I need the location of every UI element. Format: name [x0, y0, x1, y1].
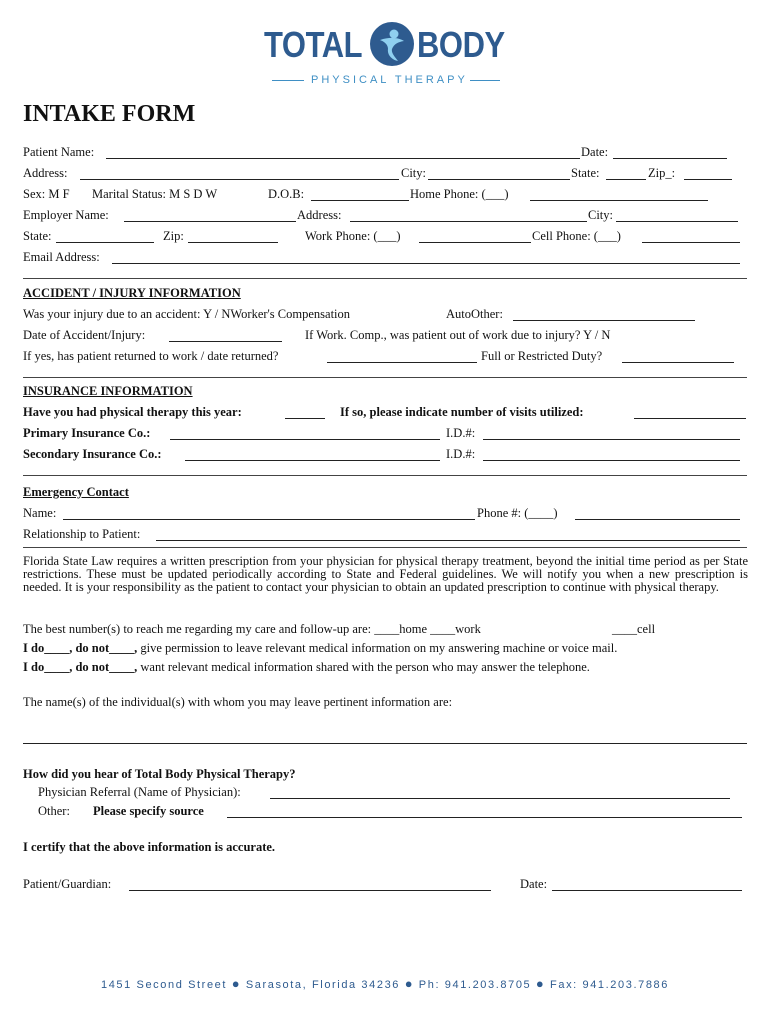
- employer-state-field[interactable]: [56, 242, 154, 243]
- referral-heading: How did you hear of Total Body Physical Therapy?: [23, 767, 296, 781]
- email-field[interactable]: [112, 263, 740, 264]
- secondary-id-field[interactable]: [483, 460, 740, 461]
- duty-field[interactable]: [622, 362, 734, 363]
- section-divider: [23, 278, 747, 279]
- cell-phone-field[interactable]: [642, 242, 740, 243]
- other-label: Other:: [38, 804, 70, 818]
- logo-word-total: TOTAL: [264, 24, 363, 65]
- section-divider: [23, 475, 747, 476]
- physician-referral-field[interactable]: [270, 798, 730, 799]
- returned-date-field[interactable]: [327, 362, 477, 363]
- logo-rule-left: [272, 80, 304, 81]
- footer-fax: Fax: 941.203.7886: [550, 979, 669, 991]
- employer-name-field[interactable]: [124, 221, 296, 222]
- primary-id-field[interactable]: [483, 439, 740, 440]
- zip-field[interactable]: [684, 179, 732, 180]
- zip-label: Zip_:: [648, 166, 676, 180]
- emergency-name-field[interactable]: [63, 519, 475, 520]
- visits-label: If so, please indicate number of visits utilized:: [340, 405, 584, 419]
- footer: [0, 976, 770, 991]
- prescription-notice: Florida State Law requires a written prescription from your physician for physical therapy treatment, beyond the initial time period as per State restrictions. These must be updated periodically according to State and Federal guidelines. We will notify you when a new prescription is needed. It is your responsibility as the patient to contact your physician to obtain an updated prescription to continue with physical therapy.: [23, 554, 748, 594]
- physician-referral-label: Physician Referral (Name of Physician):: [38, 785, 241, 799]
- guardian-label: Patient/Guardian:: [23, 877, 112, 891]
- employer-address-label: Address:: [297, 208, 342, 222]
- city-field[interactable]: [428, 179, 570, 180]
- pertinent-names-question: The name(s) of the individual(s) with whom you may leave pertinent information are:: [23, 695, 453, 709]
- section-divider: [23, 377, 747, 378]
- employer-city-field[interactable]: [616, 221, 738, 222]
- insurance-heading: INSURANCE INFORMATION: [23, 384, 193, 398]
- emergency-phone-label: Phone #: (____): [477, 506, 558, 520]
- employer-zip-label: Zip:: [163, 229, 184, 243]
- relationship-label: Relationship to Patient:: [23, 527, 141, 541]
- secondary-id-label: I.D.#:: [446, 447, 476, 461]
- emergency-name-label: Name:: [23, 506, 57, 520]
- other-source-field[interactable]: [227, 817, 742, 818]
- employer-state-label: State:: [23, 229, 52, 243]
- primary-id-label: I.D.#:: [446, 426, 476, 440]
- secondary-insurance-label: Secondary Insurance Co.:: [23, 447, 162, 461]
- signature-date-label: Date:: [520, 877, 548, 891]
- employer-name-label: Employer Name:: [23, 208, 109, 222]
- accident-question[interactable]: Was your injury due to an accident: Y / NWorker's Compensation: [23, 307, 351, 321]
- marital-status-label[interactable]: Marital Status: M S D W: [92, 187, 218, 201]
- employer-city-label: City:: [588, 208, 614, 222]
- pt-this-year-field[interactable]: [285, 418, 325, 419]
- certify-statement: I certify that the above information is accurate.: [23, 840, 276, 854]
- date-field[interactable]: [613, 158, 727, 159]
- home-phone-field[interactable]: [530, 200, 708, 201]
- emergency-phone-field[interactable]: [575, 519, 740, 520]
- employer-address-field[interactable]: [350, 221, 587, 222]
- relationship-field[interactable]: [156, 540, 740, 541]
- auto-other-field[interactable]: [513, 320, 695, 321]
- footer-address: 1451 Second Street: [101, 979, 228, 991]
- emergency-heading: Emergency Contact: [23, 485, 129, 499]
- signature-date-field[interactable]: [552, 890, 742, 891]
- answering-machine-text: give permission to leave relevant medical information on my answering machine or voice mail.: [137, 641, 618, 655]
- section-divider: [23, 547, 747, 548]
- logo-rule-right: [470, 80, 500, 81]
- visits-field[interactable]: [634, 418, 746, 419]
- bullet-icon: ●: [404, 976, 415, 991]
- email-label: Email Address:: [23, 250, 100, 264]
- footer-city: Sarasota, Florida 34236: [245, 979, 401, 991]
- state-label: State:: [571, 166, 600, 180]
- pt-this-year-label: Have you had physical therapy this year:: [23, 405, 242, 419]
- returned-question: If yes, has patient returned to work / date returned?: [23, 349, 279, 363]
- address-label: Address:: [23, 166, 68, 180]
- accident-heading: ACCIDENT / INJURY INFORMATION: [23, 286, 241, 300]
- cell-phone-label: Cell Phone: (___): [532, 229, 621, 243]
- logo-word-body: BODY: [417, 24, 505, 65]
- primary-insurance-label: Primary Insurance Co.:: [23, 426, 151, 440]
- page-title: INTAKE FORM: [23, 101, 196, 127]
- bullet-icon: ●: [231, 976, 242, 991]
- pertinent-names-field[interactable]: [23, 743, 747, 744]
- state-field[interactable]: [606, 179, 646, 180]
- employer-zip-field[interactable]: [188, 242, 278, 243]
- best-number-line[interactable]: The best number(s) to reach me regarding my care and follow-up are: ____home ____work: [23, 622, 481, 636]
- patient-name-label: Patient Name:: [23, 145, 95, 159]
- city-label: City:: [401, 166, 427, 180]
- accident-date-label: Date of Accident/Injury:: [23, 328, 146, 342]
- secondary-insurance-field[interactable]: [185, 460, 440, 461]
- patient-name-field[interactable]: [106, 158, 580, 159]
- answering-machine-choice[interactable]: I do____, do not____,: [23, 641, 138, 655]
- auto-other-label: AutoOther:: [446, 307, 503, 321]
- logo-tagline: PHYSICAL THERAPY: [311, 74, 468, 86]
- share-info-text: want relevant medical information shared with the person who may answer the telephone.: [137, 660, 590, 674]
- sex-label[interactable]: Sex: M F: [23, 187, 70, 201]
- work-comp-question[interactable]: If Work. Comp., was patient out of work due to injury? Y / N: [305, 328, 611, 342]
- footer-phone: Ph: 941.203.8705: [418, 979, 532, 991]
- bullet-icon: ●: [535, 976, 546, 991]
- accident-date-field[interactable]: [169, 341, 282, 342]
- work-phone-label: Work Phone: (___): [305, 229, 401, 243]
- share-info-choice[interactable]: I do____, do not____,: [23, 660, 138, 674]
- best-number-cell[interactable]: ____cell: [612, 622, 656, 636]
- home-phone-label: Home Phone: (___): [410, 187, 509, 201]
- address-field[interactable]: [80, 179, 399, 180]
- primary-insurance-field[interactable]: [170, 439, 440, 440]
- specify-source-label: Please specify source: [93, 804, 204, 818]
- logo-figure-icon: [370, 22, 414, 66]
- date-label: Date:: [581, 145, 609, 159]
- dob-field[interactable]: [311, 200, 409, 201]
- dob-label: D.O.B:: [268, 187, 305, 201]
- work-phone-field[interactable]: [419, 242, 531, 243]
- duty-label: Full or Restricted Duty?: [481, 349, 603, 363]
- guardian-signature-field[interactable]: [129, 890, 491, 891]
